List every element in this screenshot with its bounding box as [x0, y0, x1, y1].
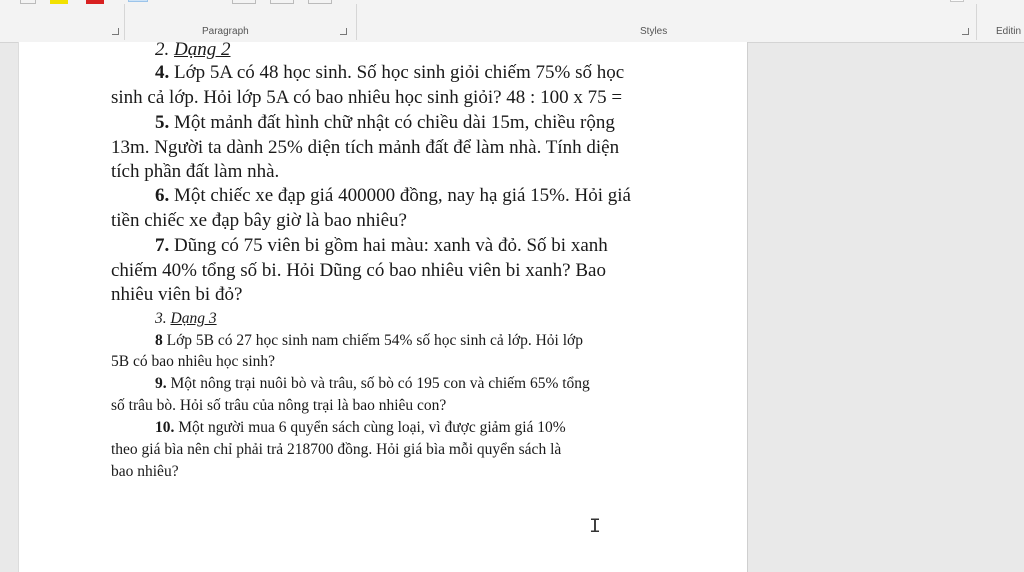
question-4-line-2: sinh cả lớp. Hỏi lớp 5A có bao nhiêu học sinh giỏi? 48 : 100 x 75 = — [111, 87, 623, 108]
question-number: 8 — [155, 332, 163, 349]
styles-dialog-launcher-icon[interactable] — [962, 28, 969, 35]
align-right-button[interactable] — [176, 0, 196, 2]
ribbon — [0, 0, 1024, 43]
question-5-line-1 — [155, 112, 615, 134]
heading-number: 2. — [155, 39, 170, 60]
font-effects-icon[interactable] — [20, 0, 36, 4]
question-number: 4. — [155, 62, 170, 83]
heading-dang-3 — [155, 310, 217, 328]
font-color-icon[interactable] — [86, 0, 104, 4]
question-5-line-3: tích phần đất làm nhà. — [111, 161, 280, 182]
group-separator — [124, 4, 125, 40]
question-9-line-1 — [155, 375, 590, 393]
question-10-line-2: theo giá bìa nên chỉ phải trả 218700 đồng. Hỏi giá bìa mỗi quyển sách là — [111, 441, 562, 458]
align-left-button[interactable] — [128, 0, 148, 2]
heading-dang-2 — [155, 39, 230, 61]
ribbon-top-row — [0, 0, 1024, 6]
group-separator — [356, 4, 357, 40]
heading-number: 3. — [155, 310, 167, 327]
question-number: 6. — [155, 185, 170, 206]
question-text: Một chiếc xe đạp giá 400000 đồng, nay hạ giá 15%. Hỏi giá — [169, 185, 631, 206]
paragraph-dialog-launcher-icon[interactable] — [340, 28, 347, 35]
styles-group-label: Styles — [640, 26, 668, 37]
heading-text: Dạng 3 — [170, 310, 217, 327]
question-text: Một nông trại nuôi bò và trâu, số bò có 195 con và chiếm 65% tổng — [166, 375, 590, 392]
question-5-line-2: 13m. Người ta dành 25% diện tích mảnh đất để làm nhà. Tính diện — [111, 137, 620, 158]
question-10-line-3: bao nhiêu? — [111, 463, 179, 480]
group-separator — [976, 4, 977, 40]
question-text: Một người mua 6 quyển sách cùng loại, vì được giảm giá 10% — [174, 419, 566, 436]
question-number: 7. — [155, 235, 170, 256]
styles-scroll-arrow-icon[interactable] — [950, 0, 964, 2]
justify-button[interactable] — [200, 0, 220, 2]
question-7-line-3: nhiêu viên bi đỏ? — [111, 284, 243, 305]
question-7-line-2: chiếm 40% tổng số bi. Hỏi Dũng có bao nhiêu viên bi xanh? Bao — [111, 260, 606, 281]
document-page[interactable] — [18, 39, 748, 572]
question-number: 5. — [155, 112, 170, 133]
editing-group-label: Editin — [996, 26, 1022, 37]
question-6-line-1 — [155, 185, 631, 207]
question-10-line-1 — [155, 419, 566, 437]
question-6-line-2: tiền chiếc xe đạp bây giờ là bao nhiêu? — [111, 210, 407, 231]
borders-icon[interactable] — [308, 0, 332, 4]
line-spacing-icon[interactable] — [232, 0, 256, 4]
question-number: 10. — [155, 419, 175, 436]
question-text: Dũng có 75 viên bi gồm hai màu: xanh và đỏ. Số bi xanh — [169, 235, 608, 256]
question-7-line-1 — [155, 235, 608, 257]
heading-text: Dạng 2 — [174, 39, 231, 60]
text-cursor-icon: I — [589, 516, 602, 539]
question-text: Một mảnh đất hình chữ nhật có chiều dài 15m, chiều rộng — [169, 112, 615, 133]
question-number: 9. — [155, 375, 167, 392]
align-center-button[interactable] — [152, 0, 172, 2]
question-8-line-2: 5B có bao nhiêu học sinh? — [111, 353, 276, 370]
highlight-color-icon[interactable] — [50, 0, 68, 4]
question-8-line-1 — [155, 332, 583, 350]
question-text: Lớp 5A có 48 học sinh. Số học sinh giỏi chiếm 75% số học — [169, 62, 625, 83]
font-dialog-launcher-icon[interactable] — [112, 28, 119, 35]
question-9-line-2: số trâu bò. Hỏi số trâu của nông trại là bao nhiêu con? — [111, 397, 447, 414]
question-text: Lớp 5B có 27 học sinh nam chiếm 54% số học sinh cả lớp. Hỏi lớp — [162, 332, 583, 349]
paragraph-group-label: Paragraph — [202, 26, 249, 37]
question-4-line-1 — [155, 62, 624, 84]
shading-icon[interactable] — [270, 0, 294, 4]
